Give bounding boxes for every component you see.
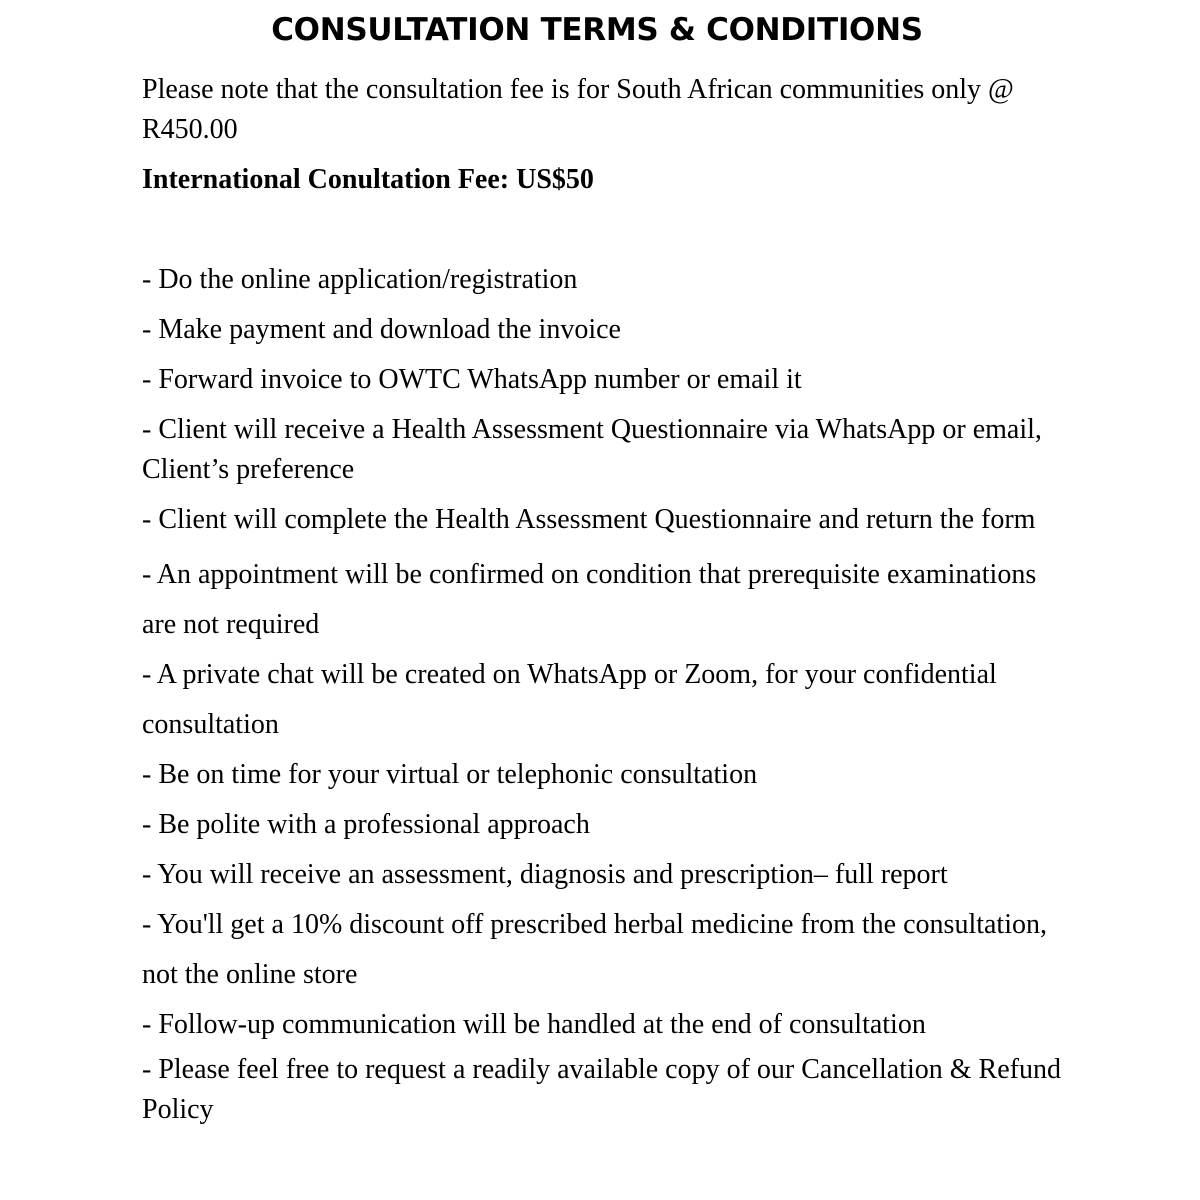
step-item: - Forward invoice to OWTC WhatsApp number or email it <box>142 364 802 395</box>
step-item: - Be on time for your virtual or telephonic consultation <box>142 759 758 790</box>
page-title: CONSULTATION TERMS & CONDITIONS <box>271 12 923 48</box>
terms-content <box>142 70 1062 1140</box>
step-item: - You will receive an assessment, diagnosis and prescription– full report <box>142 859 948 890</box>
step-item: - Client will receive a Health Assessment Questionnaire via WhatsApp or email, Client’s preference <box>142 414 1042 485</box>
step-item: - Please feel free to request a readily available copy of our Cancellation & Refund Policy <box>142 1054 1061 1125</box>
fee-note: Please note that the consultation fee is for South African communities only @ R450.00 <box>142 74 1014 145</box>
step-item: - Make payment and download the invoice <box>142 314 621 345</box>
step-item: - An appointment will be confirmed on condition that prerequisite examinations are not required <box>142 559 1037 640</box>
step-item: - Follow-up communication will be handled at the end of consultation <box>142 1009 926 1040</box>
step-item: - You'll get a 10% discount off prescribed herbal medicine from the consultation, not the online store <box>142 909 1047 990</box>
step-item: - A private chat will be created on WhatsApp or Zoom, for your confidential consultation <box>142 659 997 740</box>
step-item: - Do the online application/registration <box>142 264 578 295</box>
international-fee: International Conultation Fee: US$50 <box>142 164 594 195</box>
step-item: - Client will complete the Health Assessment Questionnaire and return the form <box>142 504 1036 535</box>
step-item: - Be polite with a professional approach <box>142 809 590 840</box>
